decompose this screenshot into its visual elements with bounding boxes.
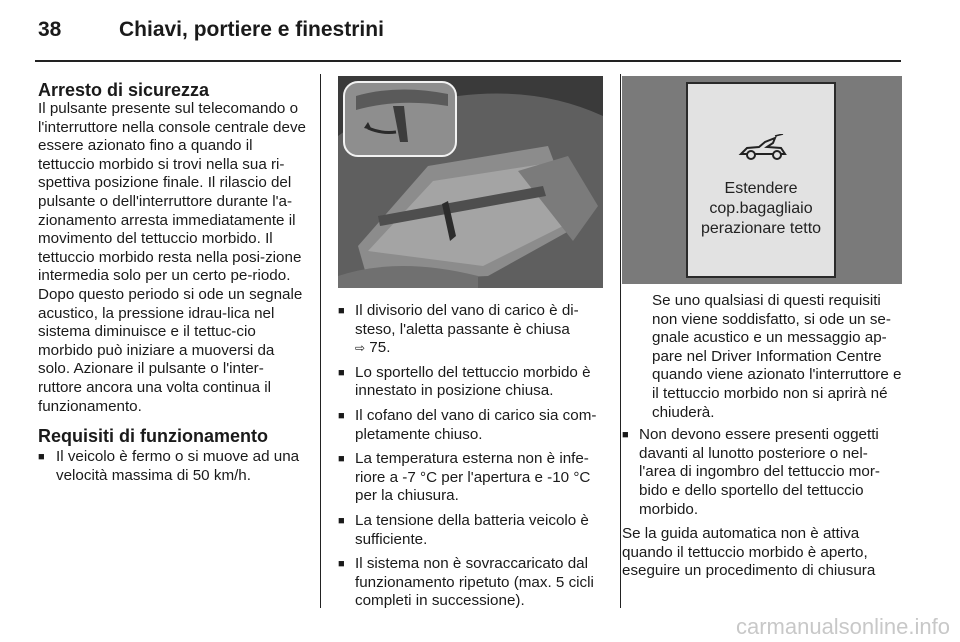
- list-item-text: Il divisorio del vano di carico è di-steso, l'aletta passante è chiusa: [355, 302, 579, 338]
- list-item: ■ Non devono essere presenti oggetti davanti al lunotto posteriore o nel-l'area di ingombro del tettuccio mor-bido e dello sportello del tettuccio morbido.: [622, 426, 902, 519]
- convertible-car-icon: [737, 134, 789, 164]
- page-reference-link[interactable]: 75.: [369, 339, 391, 357]
- list-item: ■ Il cofano del vano di carico sia com-pletamente chiuso.: [338, 407, 603, 444]
- requirements-list-middle: [338, 302, 603, 611]
- list-item: ■ Lo sportello del tettuccio morbido è innestato in posizione chiusa.: [338, 364, 603, 401]
- requirements-list-right: [622, 426, 902, 519]
- column-middle: [338, 80, 603, 617]
- closing-paragraph: Se la guida automatica non è attiva quando il tettuccio morbido è aperto, eseguire un procedimento di chiusura: [622, 525, 876, 580]
- list-item: [338, 302, 603, 358]
- display-screen: [686, 82, 836, 278]
- page-number: 38: [38, 18, 62, 41]
- display-text-line: perazionare tetto: [700, 220, 822, 237]
- reference-arrow-icon: ⇨: [355, 341, 366, 356]
- header-rule: [35, 60, 901, 62]
- display-text-line: cop.bagagliaio: [709, 200, 813, 217]
- column-left: [38, 80, 306, 491]
- chapter-title: Chiavi, portiere e finestrini: [119, 18, 384, 41]
- page-header: [35, 18, 925, 48]
- requirements-list-left: [38, 448, 306, 485]
- section-title: Arresto di sicurezza: [38, 80, 210, 100]
- column-divider: [320, 74, 321, 608]
- subsection-title: Requisiti di funzionamento: [38, 426, 268, 447]
- column-divider: [620, 74, 621, 608]
- driver-info-display-image: [622, 76, 902, 284]
- display-text-line: Estendere: [724, 180, 798, 197]
- list-item: ■ La tensione della batteria veicolo è sufficiente.: [338, 512, 603, 549]
- safety-stop-paragraph: Il pulsante presente sul telecomando o l'interruttore nella console centrale deve essere azionato fino a quando il tettuccio morbido si trovi nella sua ri-spettiva posizione finale. Il rilascio del pulsante o dell'interruttore durante l'a-zionamento arresta immediatamente il movimento del tettuccio morbido. Il tettuccio morbido resta nella posi-zione intermedia solo per un certo pe-riodo. Dopo questo periodo si ode un segnale acustico, la pressione idrau-lica nel sistema diminuisce e il tettuc-cio morbido può iniziare a muoversi da solo. Azionare il pulsante o l'inter-ruttore ancora una volta continua il funzionamento.: [38, 100, 306, 415]
- watermark-text: carmanualsonline.info: [735, 614, 950, 639]
- vehicle-trunk-photo: [338, 76, 603, 288]
- list-item: ■ Il veicolo è fermo o si muove ad una velocità massima di 50 km/h.: [38, 448, 306, 485]
- list-item: ■ La temperatura esterna non è infe-riore a -7 °C per l'apertura e -10 °C per la chiusura.: [338, 450, 603, 506]
- warning-paragraph: Se uno qualsiasi di questi requisiti non viene soddisfatto, si ode un se-gnale acustico e un messaggio ap-pare nel Driver Information Centre quando viene azionato l'interruttore e il tettuccio morbido non si aprirà né chiuderà.: [652, 292, 902, 421]
- column-right: [622, 80, 902, 581]
- list-item: ■ Il sistema non è sovraccaricato dal funzionamento ripetuto (max. 5 cicli completi in successione).: [338, 555, 603, 611]
